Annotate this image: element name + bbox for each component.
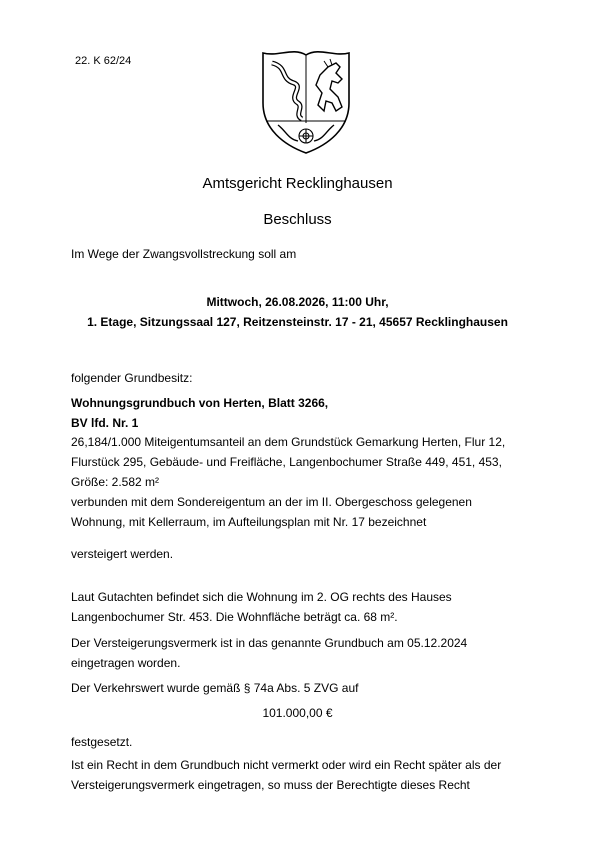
property-intro: folgender Grundbesitz: — [71, 371, 193, 385]
nrw-coat-of-arms-icon — [258, 45, 354, 155]
property-description-line: 26,184/1.000 Miteigentumsanteil an dem Grundstück Gemarkung Herten, Flur 12, — [71, 435, 506, 449]
intro-text: Im Wege der Zwangsvollstreckung soll am — [71, 247, 297, 261]
appointment-location: 1. Etage, Sitzungssaal 127, Reitzensteinstr. 17 - 21, 45657 Recklinghausen — [87, 315, 508, 329]
valuation-amount: 101.000,00 € — [262, 706, 333, 720]
rights-line: Ist ein Recht in dem Grundbuch nicht vermerkt oder wird ein Recht später als der — [71, 758, 502, 772]
court-name: Amtsgericht Recklinghausen — [202, 175, 393, 192]
valuation-suffix: festgesetzt. — [71, 735, 133, 749]
rights-line: Versteigerungsvermerk eingetragen, so muss der Berechtigte dieses Recht — [71, 778, 470, 792]
property-description-line: verbunden mit dem Sondereigentum an der im II. Obergeschoss gelegenen — [71, 495, 472, 509]
rights-text — [71, 755, 541, 795]
valuation-intro: Der Verkehrswert wurde gemäß § 74a Abs. 5 ZVG auf — [71, 681, 359, 695]
record-line: Der Versteigerungsvermerk ist in das genannte Grundbuch am 05.12.2024 — [71, 636, 468, 650]
appraisal-line: Laut Gutachten befindet sich die Wohnung im 2. OG rechts des Hauses — [71, 590, 452, 604]
case-number: 22. K 62/24 — [75, 55, 132, 67]
property-description-line: Flurstück 295, Gebäude- und Freifläche, Langenbochumer Straße 449, 451, 453, — [71, 455, 502, 469]
appointment-date: Mittwoch, 26.08.2026, 11:00 Uhr, — [206, 295, 389, 309]
property-number: BV lfd. Nr. 1 — [71, 416, 139, 430]
property-description-line: Größe: 2.582 m² — [71, 475, 160, 489]
appraisal-line: Langenbochumer Str. 453. Die Wohnfläche beträgt ca. 68 m². — [71, 610, 398, 624]
property-description-line: Wohnung, mit Kellerraum, im Aufteilungsplan mit Nr. 17 bezeichnet — [71, 515, 427, 529]
appraisal-text — [71, 587, 531, 627]
document-title: Beschluss — [263, 211, 332, 228]
property-description — [71, 432, 521, 532]
record-line: eingetragen worden. — [71, 656, 181, 670]
property-register: Wohnungsgrundbuch von Herten, Blatt 3266, — [71, 396, 329, 410]
record-text — [71, 633, 531, 673]
auction-text: versteigert werden. — [71, 547, 174, 561]
